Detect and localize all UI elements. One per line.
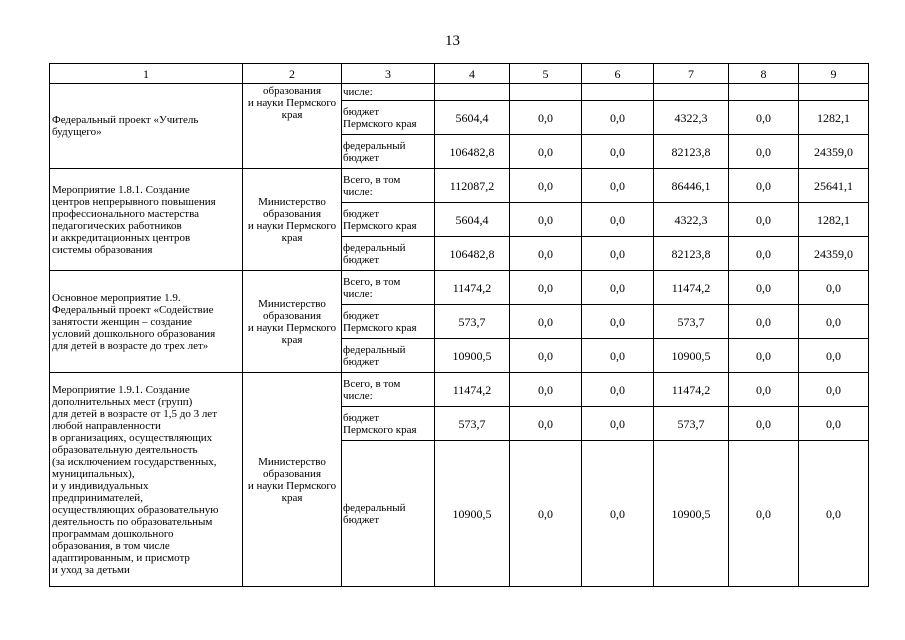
funding-source: бюджет Пермского края xyxy=(342,101,435,135)
funding-source: бюджет Пермского края xyxy=(342,407,435,441)
value-cell: 0,0 xyxy=(582,271,654,305)
value-cell: 0,0 xyxy=(729,237,799,271)
funding-source: Всего, в том числе: xyxy=(342,169,435,203)
value-cell: 0,0 xyxy=(582,237,654,271)
value-cell xyxy=(510,84,582,101)
table-row xyxy=(50,169,869,203)
value-cell: 0,0 xyxy=(729,101,799,135)
value-cell: 0,0 xyxy=(729,407,799,441)
value-cell xyxy=(729,84,799,101)
table-row xyxy=(50,271,869,305)
budget-table xyxy=(49,63,869,587)
value-cell: 0,0 xyxy=(799,373,869,407)
value-cell: 112087,2 xyxy=(435,169,510,203)
activity-name: Основное мероприятие 1.9. Федеральный проект «Содействие занятости женщин – создание условий дошкольного образования для детей в возрасте до трех лет» xyxy=(50,271,243,373)
value-cell: 573,7 xyxy=(654,305,729,339)
value-cell: 5604,4 xyxy=(435,101,510,135)
value-cell xyxy=(435,84,510,101)
funding-source: Всего, в том числе: xyxy=(342,271,435,305)
value-cell: 0,0 xyxy=(510,135,582,169)
value-cell: 0,0 xyxy=(582,339,654,373)
column-header: 2 xyxy=(243,64,342,84)
funding-source: бюджет Пермского края xyxy=(342,203,435,237)
funding-source: федеральный бюджет xyxy=(342,441,435,587)
value-cell: 0,0 xyxy=(582,169,654,203)
value-cell: 573,7 xyxy=(654,407,729,441)
value-cell xyxy=(799,84,869,101)
value-cell: 10900,5 xyxy=(654,339,729,373)
value-cell: 0,0 xyxy=(510,271,582,305)
value-cell: 106482,8 xyxy=(435,135,510,169)
value-cell: 11474,2 xyxy=(435,373,510,407)
value-cell: 24359,0 xyxy=(799,135,869,169)
value-cell: 1282,1 xyxy=(799,101,869,135)
table-row xyxy=(50,373,869,407)
column-header: 1 xyxy=(50,64,243,84)
activity-name: Мероприятие 1.8.1. Создание центров непрерывного повышения профессионального мастерства педагогических работников и аккредитационных центров системы образования xyxy=(50,169,243,271)
value-cell: 1282,1 xyxy=(799,203,869,237)
value-cell: 24359,0 xyxy=(799,237,869,271)
activity-name: Мероприятие 1.9.1. Создание дополнительных мест (групп) для детей в возрасте от 1,5 до 3 лет любой направленности в организациях, осуществляющих образовательную деятельность (за исключением государственных, муниципальных), и у индивидуальных предпринимателей, осуществляющих образовательную деятельность по образовательным программам дошкольного образования, в том числе адаптированным, и присмотр и уход за детьми xyxy=(50,373,243,587)
value-cell: 0,0 xyxy=(729,203,799,237)
value-cell: 0,0 xyxy=(582,203,654,237)
table-row xyxy=(50,84,869,101)
value-cell: 10900,5 xyxy=(435,339,510,373)
value-cell: 0,0 xyxy=(729,169,799,203)
value-cell: 82123,8 xyxy=(654,237,729,271)
value-cell: 25641,1 xyxy=(799,169,869,203)
value-cell: 86446,1 xyxy=(654,169,729,203)
value-cell: 0,0 xyxy=(510,101,582,135)
value-cell xyxy=(654,84,729,101)
value-cell: 11474,2 xyxy=(435,271,510,305)
value-cell: 11474,2 xyxy=(654,271,729,305)
executor-name: Министерство образования и науки Пермского края xyxy=(243,373,342,587)
value-cell: 0,0 xyxy=(510,339,582,373)
value-cell: 10900,5 xyxy=(435,441,510,587)
executor-name: Министерство образования и науки Пермского края xyxy=(243,271,342,373)
value-cell: 0,0 xyxy=(582,101,654,135)
value-cell: 0,0 xyxy=(582,441,654,587)
funding-source: бюджет Пермского края xyxy=(342,305,435,339)
value-cell: 573,7 xyxy=(435,407,510,441)
value-cell: 0,0 xyxy=(729,373,799,407)
value-cell: 0,0 xyxy=(510,237,582,271)
value-cell: 0,0 xyxy=(510,441,582,587)
column-header: 5 xyxy=(510,64,582,84)
column-header: 7 xyxy=(654,64,729,84)
value-cell: 0,0 xyxy=(582,373,654,407)
funding-source: числе: xyxy=(342,84,435,101)
value-cell: 0,0 xyxy=(799,407,869,441)
value-cell: 10900,5 xyxy=(654,441,729,587)
activity-name: Федеральный проект «Учитель будущего» xyxy=(50,84,243,169)
value-cell: 0,0 xyxy=(799,271,869,305)
value-cell: 0,0 xyxy=(582,407,654,441)
value-cell: 573,7 xyxy=(435,305,510,339)
value-cell: 0,0 xyxy=(582,305,654,339)
value-cell: 82123,8 xyxy=(654,135,729,169)
value-cell: 0,0 xyxy=(729,271,799,305)
value-cell: 11474,2 xyxy=(654,373,729,407)
value-cell: 0,0 xyxy=(582,135,654,169)
header-row xyxy=(50,64,869,84)
value-cell: 0,0 xyxy=(729,305,799,339)
value-cell: 0,0 xyxy=(799,305,869,339)
column-header: 4 xyxy=(435,64,510,84)
column-header: 9 xyxy=(799,64,869,84)
funding-source: федеральный бюджет xyxy=(342,135,435,169)
page-number: 13 xyxy=(445,33,460,49)
column-header: 6 xyxy=(582,64,654,84)
executor-name: Министерство образования и науки Пермского края xyxy=(243,169,342,271)
value-cell: 4322,3 xyxy=(654,101,729,135)
value-cell: 106482,8 xyxy=(435,237,510,271)
value-cell xyxy=(582,84,654,101)
column-header: 3 xyxy=(342,64,435,84)
value-cell: 0,0 xyxy=(510,305,582,339)
executor-name: образования и науки Пермского края xyxy=(243,84,342,169)
value-cell: 0,0 xyxy=(729,135,799,169)
funding-source: Всего, в том числе: xyxy=(342,373,435,407)
value-cell: 4322,3 xyxy=(654,203,729,237)
value-cell: 0,0 xyxy=(510,203,582,237)
value-cell: 0,0 xyxy=(510,373,582,407)
value-cell: 0,0 xyxy=(729,339,799,373)
value-cell: 0,0 xyxy=(729,441,799,587)
funding-source: федеральный бюджет xyxy=(342,237,435,271)
column-header: 8 xyxy=(729,64,799,84)
value-cell: 5604,4 xyxy=(435,203,510,237)
value-cell: 0,0 xyxy=(510,407,582,441)
funding-source: федеральный бюджет xyxy=(342,339,435,373)
value-cell: 0,0 xyxy=(510,169,582,203)
value-cell: 0,0 xyxy=(799,339,869,373)
value-cell: 0,0 xyxy=(799,441,869,587)
